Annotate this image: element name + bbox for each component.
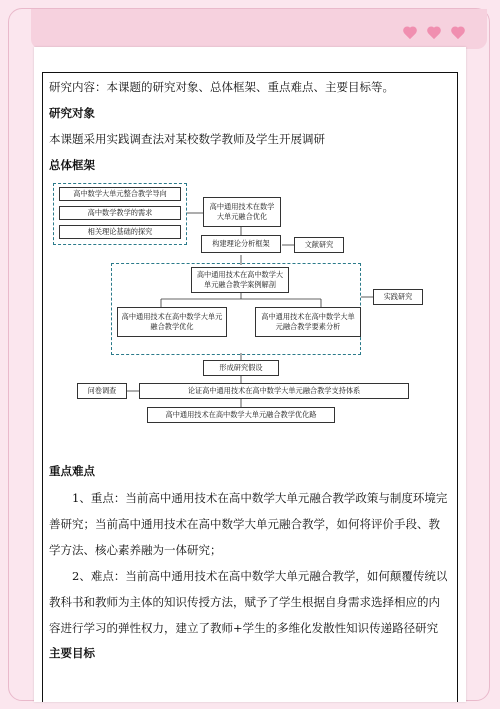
research-object-heading: 研究对象 <box>49 106 95 120</box>
box-case-analysis: 高中通用技术在高中数学大单元融合教学案例解剖 <box>191 267 289 293</box>
box-hypothesis: 形成研究假设 <box>203 360 279 376</box>
key-point-1: 1、重点：当前高中通用技术在高中数学大单元融合教学政策与制度环境完善研究；当前高中通用技术在高中数学大单元融合教学，如何将评价手段、教学方法、核心素养融为一体研究； <box>49 491 448 557</box>
hearts-decoration <box>403 27 465 40</box>
box-practice: 实践研究 <box>373 289 423 305</box>
heart-icon <box>427 27 441 40</box>
box-survey: 问卷调查 <box>77 383 127 399</box>
box-literature: 文献研究 <box>294 237 344 253</box>
heart-icon <box>451 27 465 40</box>
box-guidance: 高中数学大单元整合教学导向 <box>59 187 181 201</box>
header-tab <box>31 9 487 49</box>
box-build-framework: 构建理论分析框架 <box>201 235 281 253</box>
framework-diagram <box>43 177 459 437</box>
intro-line: 研究内容：本课题的研究对象、总体框架、重点难点、主要目标等。 <box>49 80 394 94</box>
heart-icon <box>403 27 417 40</box>
box-support-system: 论证高中通用技术在高中数学大单元融合教学支持体系 <box>139 383 409 399</box>
goals-heading: 主要目标 <box>49 646 95 660</box>
box-left-branch: 高中通用技术在高中数学大单元融合教学优化 <box>117 307 227 337</box>
content-table <box>42 72 458 702</box>
research-object-text: 本课题采用实践调查法对某校数学教师及学生开展调研 <box>49 132 325 146</box>
key-points-heading: 重点难点 <box>49 464 95 478</box>
box-optimize-top: 高中通用技术在数学大单元融合优化 <box>203 197 281 227</box>
framework-heading: 总体框架 <box>49 158 95 172</box>
key-point-2: 2、难点：当前高中通用技术在高中数学大单元融合教学，如何颠覆传统以教科书和教师为主体的知识传授方法，赋予了学生根据自身需求选择相应的内容进行学习的弹性权力，建立了教师+学生的多维化发散性知识传递路径研究 <box>49 569 448 635</box>
box-theory-basis: 相关理论基础的探究 <box>59 225 181 239</box>
box-optimize-path: 高中通用技术在高中数学大单元融合教学优化路 <box>147 407 335 423</box>
box-teaching-needs: 高中数学教学的需求 <box>59 206 181 220</box>
box-right-branch: 高中通用技术在高中数学大单元融合教学要素分析 <box>255 307 361 337</box>
